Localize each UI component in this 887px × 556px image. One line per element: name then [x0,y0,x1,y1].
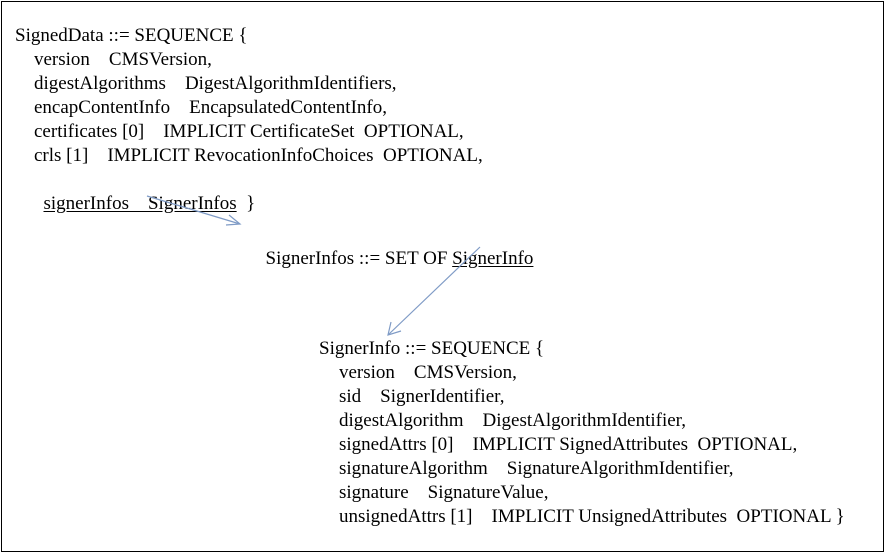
signer-info-field-signature-algorithm: signatureAlgorithm SignatureAlgorithmIdentifier, [339,458,734,479]
signer-info-field-sid: sid SignerIdentifier, [339,386,505,407]
arrow-signer-infos-to-signer-info [388,247,480,335]
signer-info-field-signature: signature SignatureValue, [339,482,549,503]
signed-data-header: SignedData ::= SEQUENCE { [15,25,248,46]
signer-infos-field-link: signerInfos SignerInfos [43,193,237,214]
signed-data-field-encap-content-info: encapContentInfo EncapsulatedContentInfo, [34,97,387,118]
signed-data-field-certificates: certificates [0] IMPLICIT CertificateSet OPTIONAL, [34,121,464,142]
signer-info-field-digest-algorithm: digestAlgorithm DigestAlgorithmIdentifier, [339,410,686,431]
arrow-signed-data-to-signer-infos [147,196,240,224]
signed-data-field-crls: crls [1] IMPLICIT RevocationInfoChoices OPTIONAL, [34,145,483,166]
signer-infos-definition-prefix: SignerInfos ::= SET OF [265,248,453,269]
signer-info-header: SignerInfo ::= SEQUENCE { [319,338,545,359]
signer-info-type-link: SignerInfo [452,248,534,269]
signed-data-field-digest-algorithms: digestAlgorithms DigestAlgorithmIdentifiers, [34,73,397,94]
signer-info-field-version: version CMSVersion, [339,362,517,383]
signed-data-field-version: version CMSVersion, [34,49,212,70]
signer-info-field-unsigned-attrs: unsignedAttrs [1] IMPLICIT UnsignedAttributes OPTIONAL } [339,506,845,527]
signer-info-field-signed-attrs: signedAttrs [0] IMPLICIT SignedAttributes OPTIONAL, [339,434,798,455]
signed-data-closing-brace: } [236,193,256,214]
